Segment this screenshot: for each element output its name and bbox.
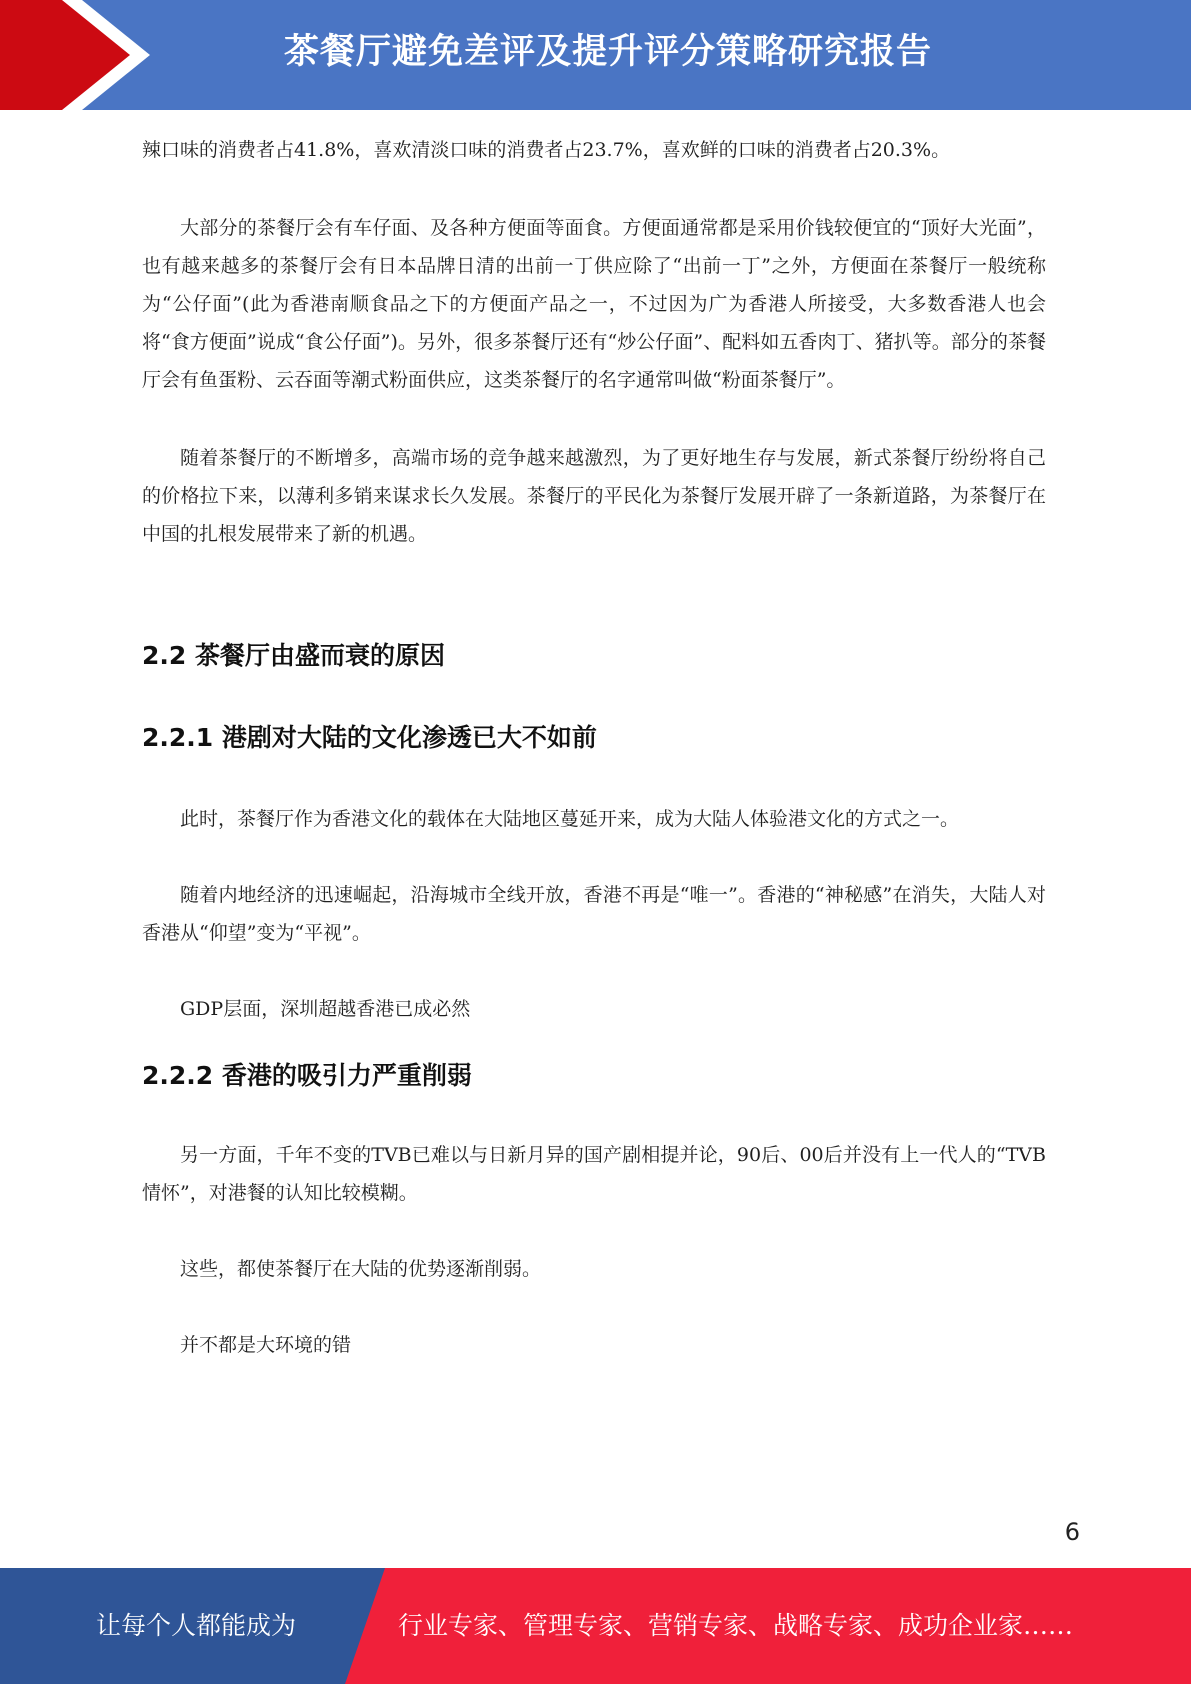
page-header [0, 0, 1191, 110]
section-heading-2-2: 2.2 茶餐厅由盛而衰的原因 [142, 641, 445, 670]
paragraph-cultural-carrier: 此时，茶餐厅作为香港文化的载体在大陆地区蔓延开来，成为大陆人体验港文化的方式之一。 [180, 808, 960, 830]
footer-slogan-left: 让每个人都能成为 [95, 1611, 296, 1640]
footer-slogan-right: 行业专家、管理专家、营销专家、战略专家、成功企业家…… [398, 1611, 1074, 1640]
section-heading-2-2-2: 2.2.2 香港的吸引力严重削弱 [142, 1061, 472, 1090]
paragraph-tvb: 另一方面，千年不变的TVB已难以与日新月异的国产剧相提并论，90后、00后并没有上一代人的“TVB情怀”，对港餐的认知比较模糊。 [142, 1144, 1046, 1204]
paragraph-pricing: 随着茶餐厅的不断增多，高端市场的竞争越来越激烈，为了更好地生存与发展，新式茶餐厅纷纷将自己的价格拉下来，以薄利多销来谋求长久发展。茶餐厅的平民化为茶餐厅发展开辟了一条新道路，为茶餐厅在中国的扎根发展带来了新的机遇。 [142, 447, 1046, 545]
paragraph-noodles: 大部分的茶餐厅会有车仔面、及各种方便面等面食。方便面通常都是采用价钱较便宜的“顶好大光面”，也有越来越多的茶餐厅会有日本品牌日清的出前一丁供应除了“出前一丁”之外，方便面在茶餐厅一般统称为“公仔面”(此为香港南顺食品之下的方便面产品之一，不过因为广为香港人所接受，大多数香港人也会将“食方便面”说成“食公仔面”)。另外，很多茶餐厅还有“炒公仔面”、配料如五香肉丁、猪扒等。部分的茶餐厅会有鱼蛋粉、云吞面等潮式粉面供应，这类茶餐厅的名字通常叫做“粉面茶餐厅”。 [142, 217, 1046, 391]
paragraph-gdp: GDP层面，深圳超越香港已成必然 [180, 998, 471, 1020]
report-title: 茶餐厅避免差评及提升评分策略研究报告 [283, 32, 932, 72]
header-chevron-decoration [0, 0, 160, 110]
section-heading-2-2-1: 2.2.1 港剧对大陆的文化渗透已大不如前 [142, 723, 597, 752]
page-footer [0, 1568, 1191, 1684]
page-number: 6 [1064, 1518, 1080, 1546]
page-content [142, 131, 1046, 1364]
paragraph-advantage-weakening: 这些，都使茶餐厅在大陆的优势逐渐削弱。 [180, 1258, 542, 1280]
paragraph-not-environment: 并不都是大环境的错 [180, 1334, 352, 1356]
paragraph-taste-stats: 辣口味的消费者占41.8%，喜欢清淡口味的消费者占23.7%，喜欢鲜的口味的消费者占20.3%。 [142, 139, 951, 161]
paragraph-mainland-rise: 随着内地经济的迅速崛起，沿海城市全线开放，香港不再是“唯一”。香港的“神秘感”在消失，大陆人对香港从“仰望”变为“平视”。 [142, 884, 1046, 944]
